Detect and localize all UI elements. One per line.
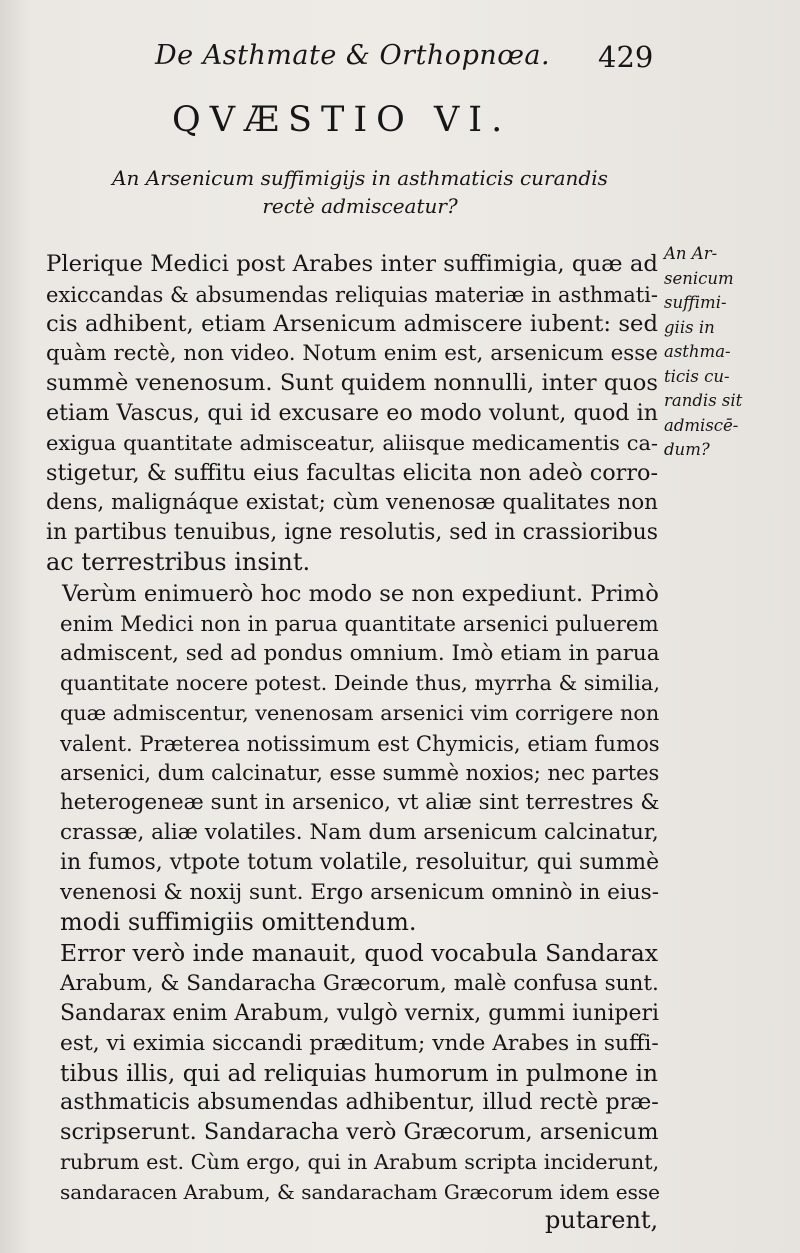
running-title: De Asthmate & Orthopnœa. xyxy=(155,40,551,71)
margin-note-line: asthma- xyxy=(664,342,731,361)
text-line: Arabum, & Sandaracha Græcorum, malè confusa sunt. xyxy=(60,971,659,997)
text-line: scripserunt. Sandaracha verò Græcorum, arsenicum xyxy=(60,1119,659,1146)
text-line: crassæ, aliæ volatiles. Nam dum arsenicum calcinatur, xyxy=(60,820,659,846)
text-line: sandaracen Arabum, & sandaracham Græcorum idem esse xyxy=(60,1179,660,1204)
text-line: exigua quantitate admisceatur, aliisque medicamentis ca- xyxy=(46,430,658,455)
text-line: stigetur, & suffitu eius facultas elicita non adeò corro- xyxy=(46,459,658,486)
text-line: admiscent, sed ad pondus omnium. Imò etiam in parua xyxy=(60,641,660,667)
text-line: rubrum est. Cùm ergo, qui in Arabum scripta inciderunt, xyxy=(60,1149,660,1174)
paragraph-1 xyxy=(46,250,658,578)
text-line: etiam Vascus, qui id excusare eo modo volunt, quod in xyxy=(46,399,658,426)
margin-note-line: ticis cu- xyxy=(664,366,730,386)
text-line: dens, malignáque existat; cùm venenosæ qualitates non xyxy=(46,490,658,516)
page-number: 429 xyxy=(598,40,654,74)
margin-note xyxy=(664,242,784,463)
text-line: quantitate nocere potest. Deinde thus, myrrha & similia, xyxy=(60,671,661,696)
text-line: enim Medici non in parua quantitate arsenici puluerem xyxy=(60,611,659,637)
margin-note-line: giis in xyxy=(664,317,715,337)
catchword: putarent, xyxy=(545,1206,659,1234)
question-title xyxy=(60,164,660,220)
question-heading: QVÆSTIO VI. xyxy=(172,100,512,140)
text-line: Sandarax enim Arabum, vulgò vernix, gummi iuniperi xyxy=(60,1000,660,1026)
text-line: Plerique Medici post Arabes inter suffimigia, quæ ad xyxy=(46,251,658,277)
text-line: summè venenosum. Sunt quidem nonnulli, inter quos xyxy=(46,370,658,397)
text-line: venenosi & noxij sunt. Ergo arsenicum omninò in eius- xyxy=(60,879,660,905)
text-line: in fumos, vtpote totum volatile, resoluitur, qui summè xyxy=(60,849,660,875)
paragraph-3 xyxy=(46,939,658,1207)
text-line: ac terrestribus insint. xyxy=(46,547,311,576)
text-line: asthmaticis absumendas adhibentur, illud rectè præ- xyxy=(60,1089,659,1116)
text-line: modi suffimigiis omittendum. xyxy=(60,907,417,936)
text-line: valent. Præterea notissimum est Chymicis, etiam fumos xyxy=(60,730,660,756)
body-text xyxy=(46,250,661,1208)
paragraph-2 xyxy=(46,580,661,938)
text-line: quàm rectè, non video. Notum enim est, arsenicum esse xyxy=(46,341,658,367)
margin-note-line: senicum xyxy=(664,268,734,288)
margin-note-line: suffimi- xyxy=(664,293,727,312)
margin-note-line: dum? xyxy=(664,440,710,459)
margin-note-line: randis sit xyxy=(664,391,743,410)
text-line: Verùm enimuerò hoc modo se non expediunt. Primò xyxy=(62,580,659,607)
text-line: cis adhibent, etiam Arsenicum admiscere iubent: sed xyxy=(46,310,658,337)
text-line: est, vi eximia siccandi præditum; vnde Arabes in suffi- xyxy=(60,1030,659,1056)
text-line: Error verò inde manauit, quod vocabula Sandarax xyxy=(60,939,658,968)
text-line: in partibus tenuibus, igne resolutis, sed in crassioribus xyxy=(46,520,658,546)
text-line: quæ admiscentur, venenosam arsenici vim corrigere non xyxy=(60,700,660,725)
text-line: heterogeneæ sunt in arsenico, vt aliæ sint terrestres & xyxy=(60,790,660,816)
margin-note-line: An Ar- xyxy=(664,244,718,263)
question-line: An Arsenicum suffimigijs in asthmaticis curandis xyxy=(112,166,608,190)
text-line: tibus illis, qui ad reliquias humorum in pulmone in xyxy=(60,1059,658,1087)
text-line: arsenici, dum calcinatur, esse summè noxios; nec partes xyxy=(60,760,660,785)
question-line: rectè admisceatur? xyxy=(262,194,458,218)
text-line: exiccandas & absumendas reliquias materiæ in asthmati- xyxy=(46,281,658,307)
margin-note-line: admiscē- xyxy=(664,415,739,435)
